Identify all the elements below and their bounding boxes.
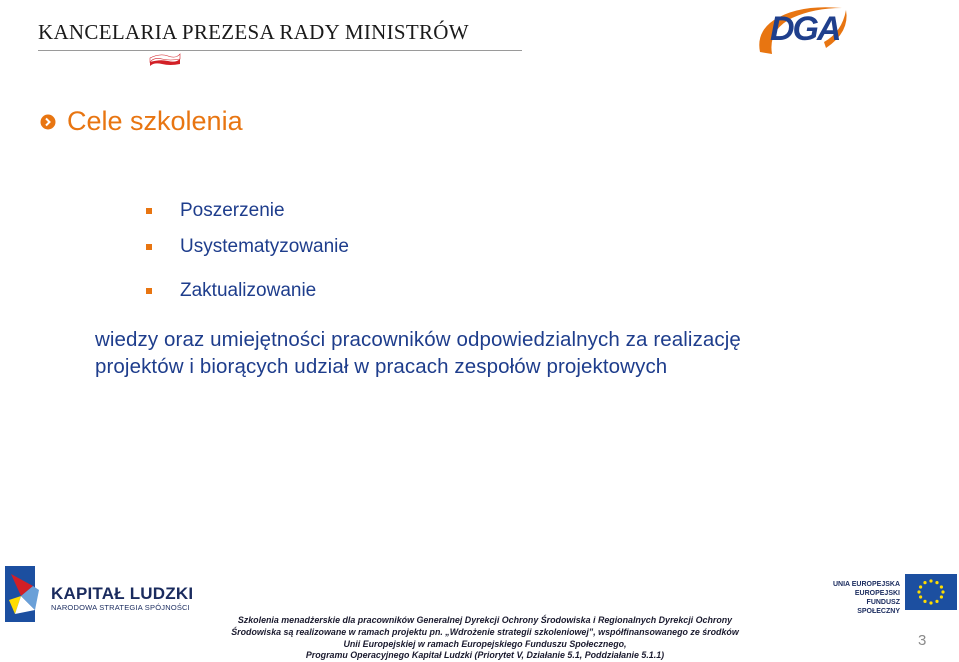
kapital-ludzki-subtitle: NARODOWA STRATEGIA SPÓJNOŚCI xyxy=(51,603,190,612)
kapital-ludzki-title: KAPITAŁ LUDZKI xyxy=(51,584,194,603)
eu-label-line: EUROPEJSKI xyxy=(854,590,900,597)
header-title: KANCELARIA PREZESA RADY MINISTRÓW xyxy=(38,20,469,44)
orange-circle-chevron-icon xyxy=(40,114,56,130)
eu-label xyxy=(828,580,900,616)
dga-logo-text: DGA xyxy=(770,10,840,48)
eu-label-line: UNIA EUROPEJSKA xyxy=(832,581,900,588)
square-bullet-icon xyxy=(146,244,152,250)
footer-line: Środowiska są realizowane w ramach projektu pn. „Wdrożenie strategii szkoleniowej”, współfinansowanego ze środków xyxy=(231,626,739,637)
kapital-ludzki-logo-icon xyxy=(5,566,49,622)
polish-flag-icon xyxy=(148,51,182,67)
footer-line: Szkolenia menadżerskie dla pracowników Generalnej Dyrekcji Ochrony Środowiska i Regionalnych Dyrekcji Ochrony xyxy=(237,615,733,625)
footer-line: Unii Europejskiej w ramach Europejskiego Funduszu Społecznego, xyxy=(343,638,627,649)
body-line: wiedzy oraz umiejętności pracowników odpowiedzialnych za realizację xyxy=(95,328,741,351)
bullet-text: Zaktualizowanie xyxy=(180,280,317,301)
body-line: projektów i biorących udział w pracach zespołów projektowych xyxy=(95,355,668,378)
bullet-text: Poszerzenie xyxy=(180,200,285,221)
eu-flag-icon xyxy=(905,574,957,610)
bullet-text: Usystematyzowanie xyxy=(180,236,349,257)
square-bullet-icon xyxy=(146,208,152,214)
page-title: Cele szkolenia xyxy=(67,106,243,136)
list-item xyxy=(146,236,349,258)
eu-label-line: FUNDUSZ SPOŁECZNY xyxy=(857,599,900,615)
header-divider xyxy=(38,50,522,51)
page-number: 3 xyxy=(918,632,927,649)
square-bullet-icon xyxy=(146,288,152,294)
footer-line: Programu Operacyjnego Kapitał Ludzki (Priorytet V, Działanie 5.1, Poddziałanie 5.1.1) xyxy=(305,650,665,661)
slide-title-row xyxy=(40,106,243,137)
list-item xyxy=(146,200,285,222)
list-item xyxy=(146,280,316,302)
footer-funding-note xyxy=(215,615,755,662)
body-paragraph xyxy=(95,326,895,380)
